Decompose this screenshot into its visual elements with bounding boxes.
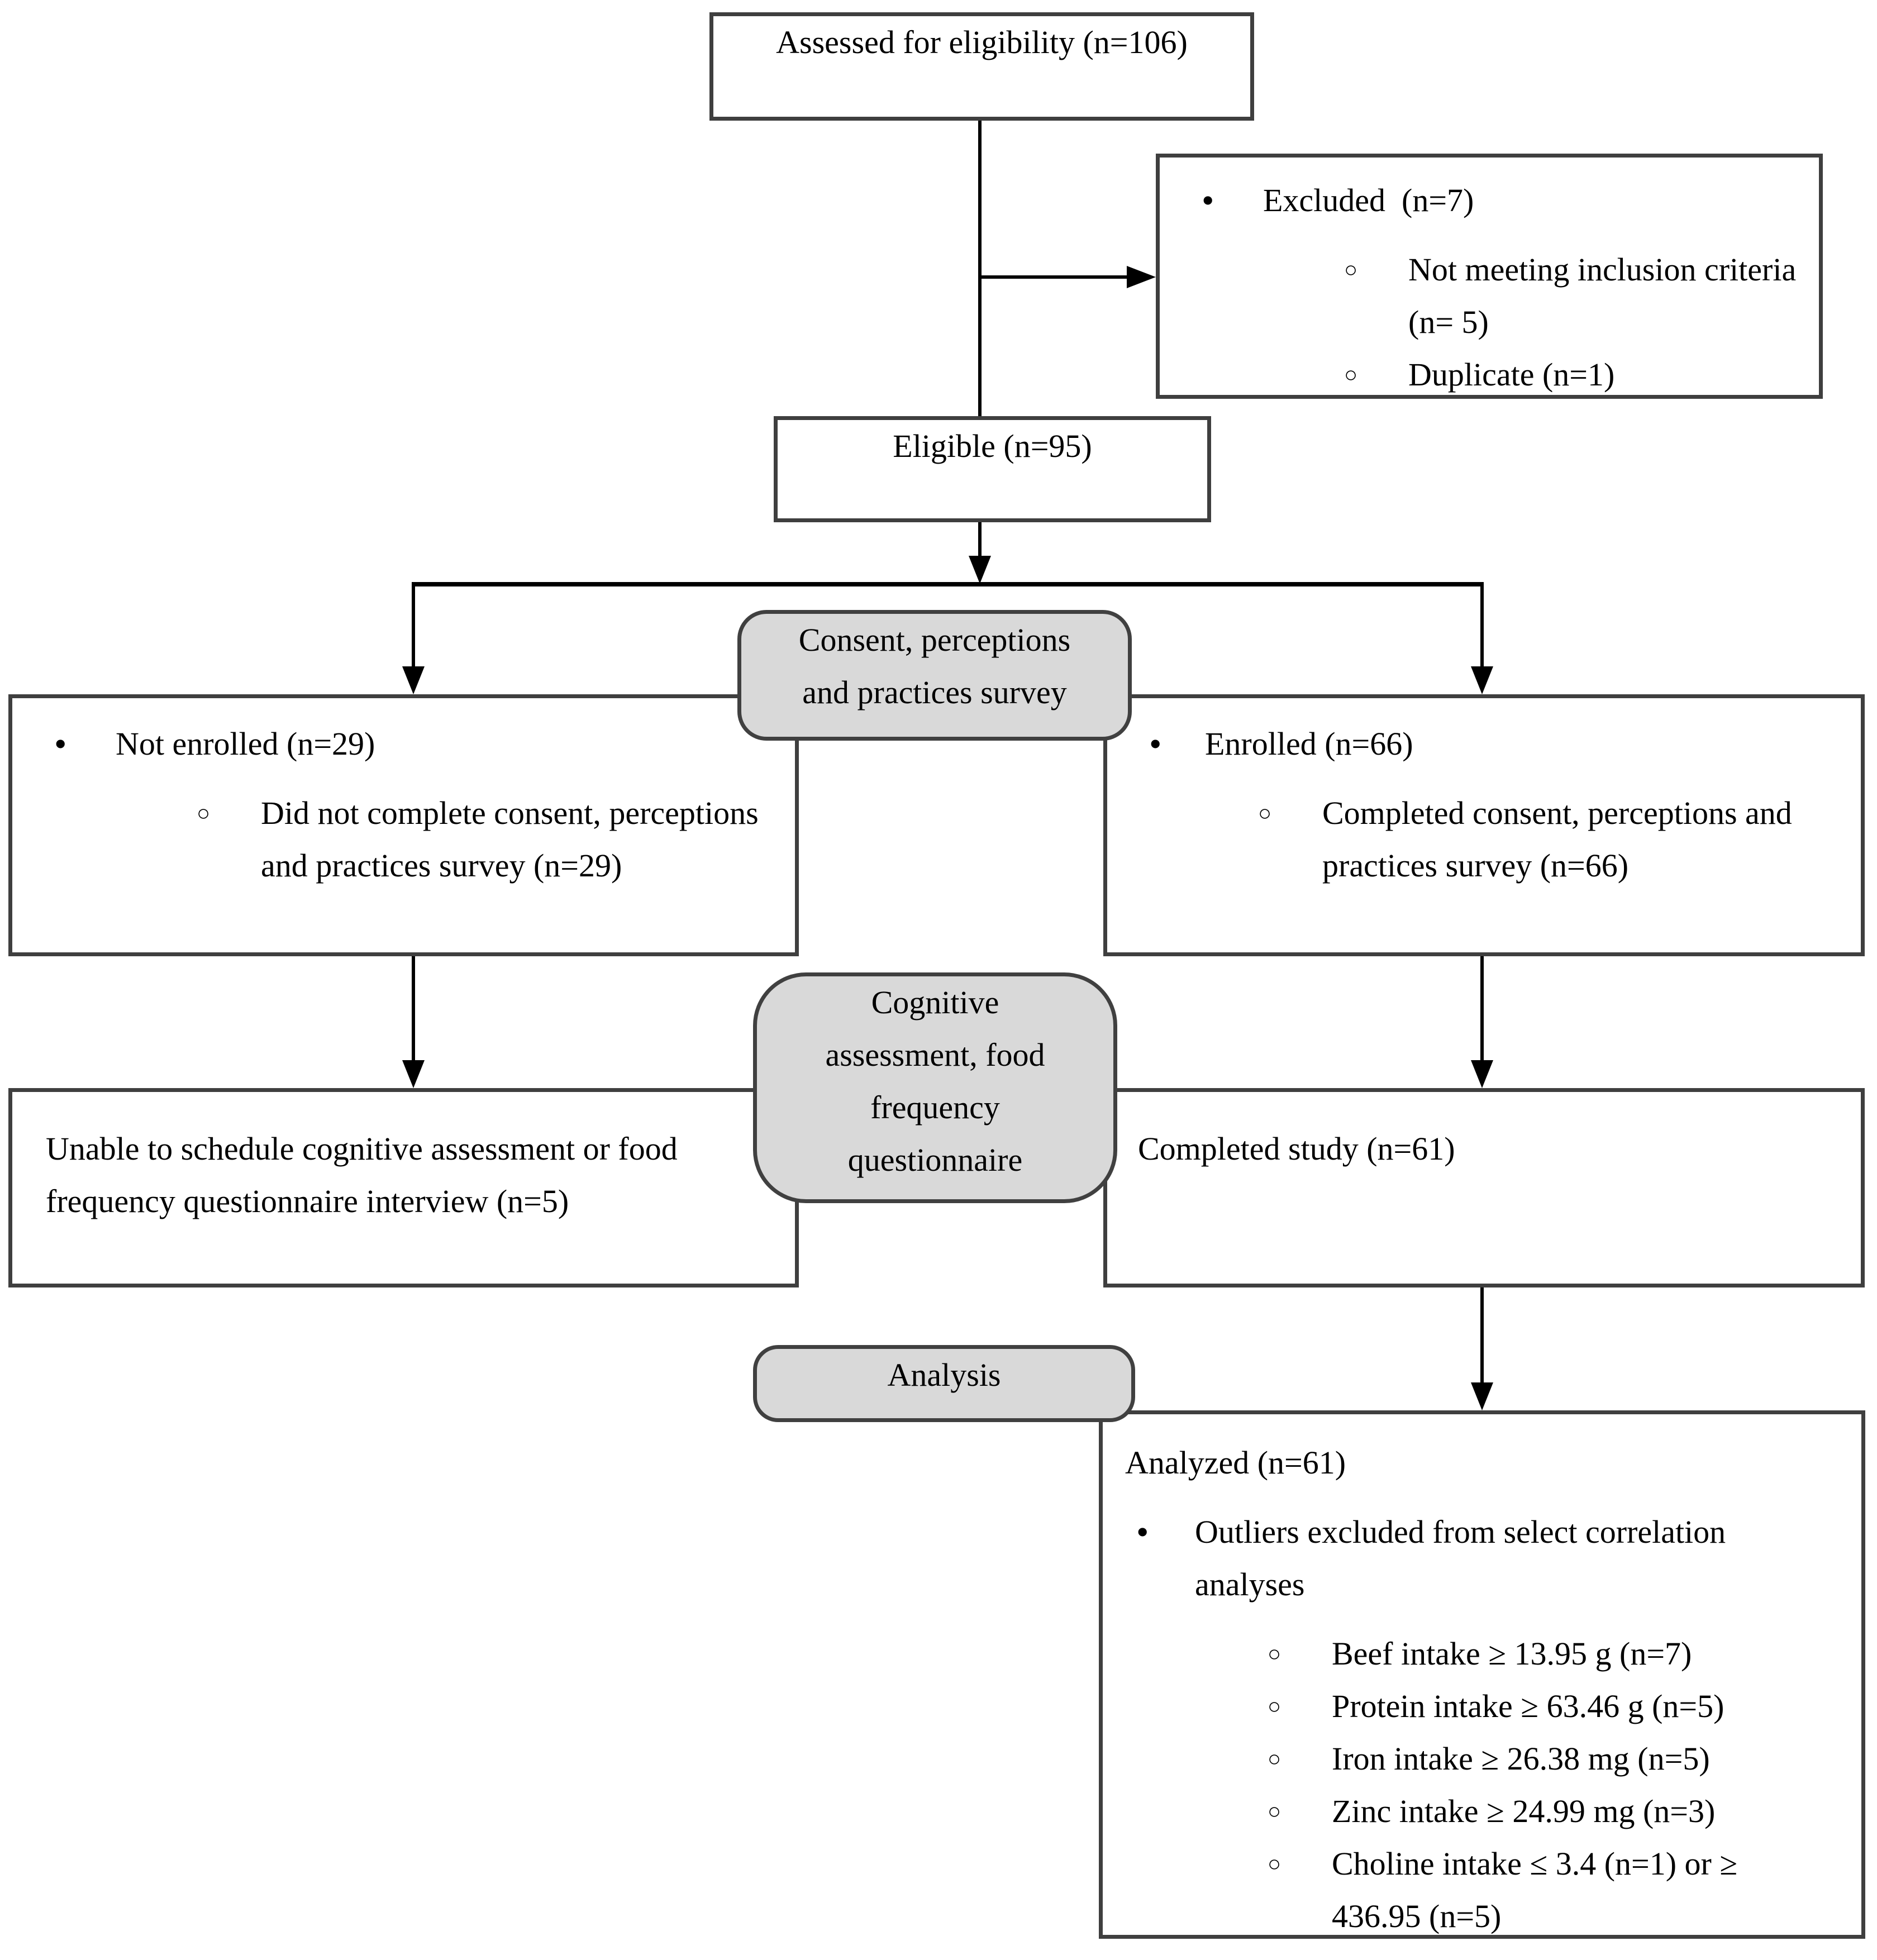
unable-label: Unable to schedule cognitive assessment or food frequency questionnaire interview (n=5) xyxy=(46,1131,686,1219)
connector-split-line xyxy=(412,582,1484,586)
arrowhead-down-icon xyxy=(402,666,425,694)
list-item xyxy=(1125,1838,1831,1943)
not-enrolled-box xyxy=(8,694,799,956)
enrolled-item: Enrolled (n=66) xyxy=(1205,726,1413,762)
enrolled-box xyxy=(1103,694,1865,956)
excluded-item: Excluded (n=7) xyxy=(1263,182,1474,218)
eligible-box xyxy=(774,416,1211,522)
enrolled-subitem: Completed consent, perceptions and practices survey (n=66) xyxy=(1322,795,1800,884)
analyzed-subitem: Zinc intake ≥ 24.99 mg (n=3) xyxy=(1332,1793,1716,1829)
completed-study-box xyxy=(1103,1088,1865,1287)
circle-bullet-icon: ○ xyxy=(1268,1641,1281,1666)
excluded-box xyxy=(1156,154,1823,399)
analyzed-title: Analyzed (n=61) xyxy=(1125,1444,1346,1481)
circle-bullet-icon: ○ xyxy=(1258,800,1272,826)
excluded-subitem: Not meeting inclusion criteria (n= 5) xyxy=(1408,251,1804,340)
list-item xyxy=(12,787,775,892)
assessed-label: Assessed for eligibility (n=106) xyxy=(776,24,1188,60)
bullet-icon: • xyxy=(1149,724,1162,764)
stage-cognitive-label: Cognitive assessment, food frequency questionnaire xyxy=(825,984,1054,1178)
circle-bullet-icon: ○ xyxy=(1344,362,1358,387)
analyzed-subitem: Beef intake ≥ 13.95 g (n=7) xyxy=(1332,1635,1692,1672)
not-enrolled-subitem: Did not complete consent, perceptions and practices survey (n=29) xyxy=(261,795,767,884)
connector-branch-to-excluded xyxy=(980,275,1127,279)
analyzed-subitem: Protein intake ≥ 63.46 g (n=5) xyxy=(1332,1688,1724,1724)
not-enrolled-item: Not enrolled (n=29) xyxy=(116,726,375,762)
unable-to-schedule-box xyxy=(8,1088,799,1287)
arrowhead-down-icon xyxy=(969,556,991,584)
circle-bullet-icon: ○ xyxy=(1344,257,1358,282)
stage-analysis-pill xyxy=(753,1345,1135,1422)
arrowhead-down-icon xyxy=(1471,1382,1493,1410)
bullet-icon: • xyxy=(1136,1512,1149,1552)
list-item xyxy=(1125,1785,1831,1838)
list-item xyxy=(1160,174,1802,227)
connector-enrolled-to-completed xyxy=(1480,956,1484,1060)
arrowhead-right-icon xyxy=(1127,266,1156,288)
circle-bullet-icon: ○ xyxy=(1268,1694,1281,1719)
bullet-icon: • xyxy=(1202,180,1214,220)
stage-survey-pill xyxy=(737,610,1132,741)
list-item xyxy=(1125,1733,1831,1785)
stage-cognitive-pill xyxy=(753,972,1117,1203)
circle-bullet-icon: ○ xyxy=(1268,1851,1281,1876)
list-item xyxy=(1107,718,1799,770)
bullet-icon: • xyxy=(54,724,67,764)
circle-bullet-icon: ○ xyxy=(1268,1746,1281,1771)
connector-split-to-not-enrolled xyxy=(412,586,415,666)
circle-bullet-icon: ○ xyxy=(1268,1799,1281,1824)
connector-completed-to-analyzed xyxy=(1480,1287,1484,1382)
analyzed-item: Outliers excluded from select correlation analyses xyxy=(1195,1514,1734,1603)
excluded-subitem: Duplicate (n=1) xyxy=(1408,356,1615,393)
analyzed-subitem: Choline intake ≤ 3.4 (n=1) or ≥ 436.95 (n=5) xyxy=(1332,1845,1746,1934)
analyzed-box xyxy=(1099,1410,1865,1939)
list-item xyxy=(1125,1680,1831,1733)
connector-split-to-enrolled xyxy=(1480,586,1484,666)
assessed-for-eligibility-box xyxy=(709,12,1254,121)
connector-not-enrolled-to-unable xyxy=(412,956,415,1060)
stage-survey-label: Consent, perceptions and practices survey xyxy=(798,622,1079,710)
arrowhead-down-icon xyxy=(402,1060,425,1088)
connector-assessed-to-eligible xyxy=(978,121,982,416)
list-item xyxy=(1160,244,1802,349)
completed-label: Completed study (n=61) xyxy=(1138,1131,1455,1167)
arrowhead-down-icon xyxy=(1471,666,1493,694)
list-item xyxy=(12,718,775,770)
eligible-label: Eligible (n=95) xyxy=(893,428,1092,464)
list-item xyxy=(1160,349,1802,401)
list-item xyxy=(1125,1506,1831,1611)
arrowhead-down-icon xyxy=(1471,1060,1493,1088)
stage-analysis-label: Analysis xyxy=(887,1357,1001,1393)
connector-eligible-to-split xyxy=(978,522,982,556)
list-item xyxy=(1125,1628,1831,1680)
list-item xyxy=(1107,787,1799,892)
circle-bullet-icon: ○ xyxy=(197,800,211,826)
analyzed-subitem: Iron intake ≥ 26.38 mg (n=5) xyxy=(1332,1740,1710,1777)
